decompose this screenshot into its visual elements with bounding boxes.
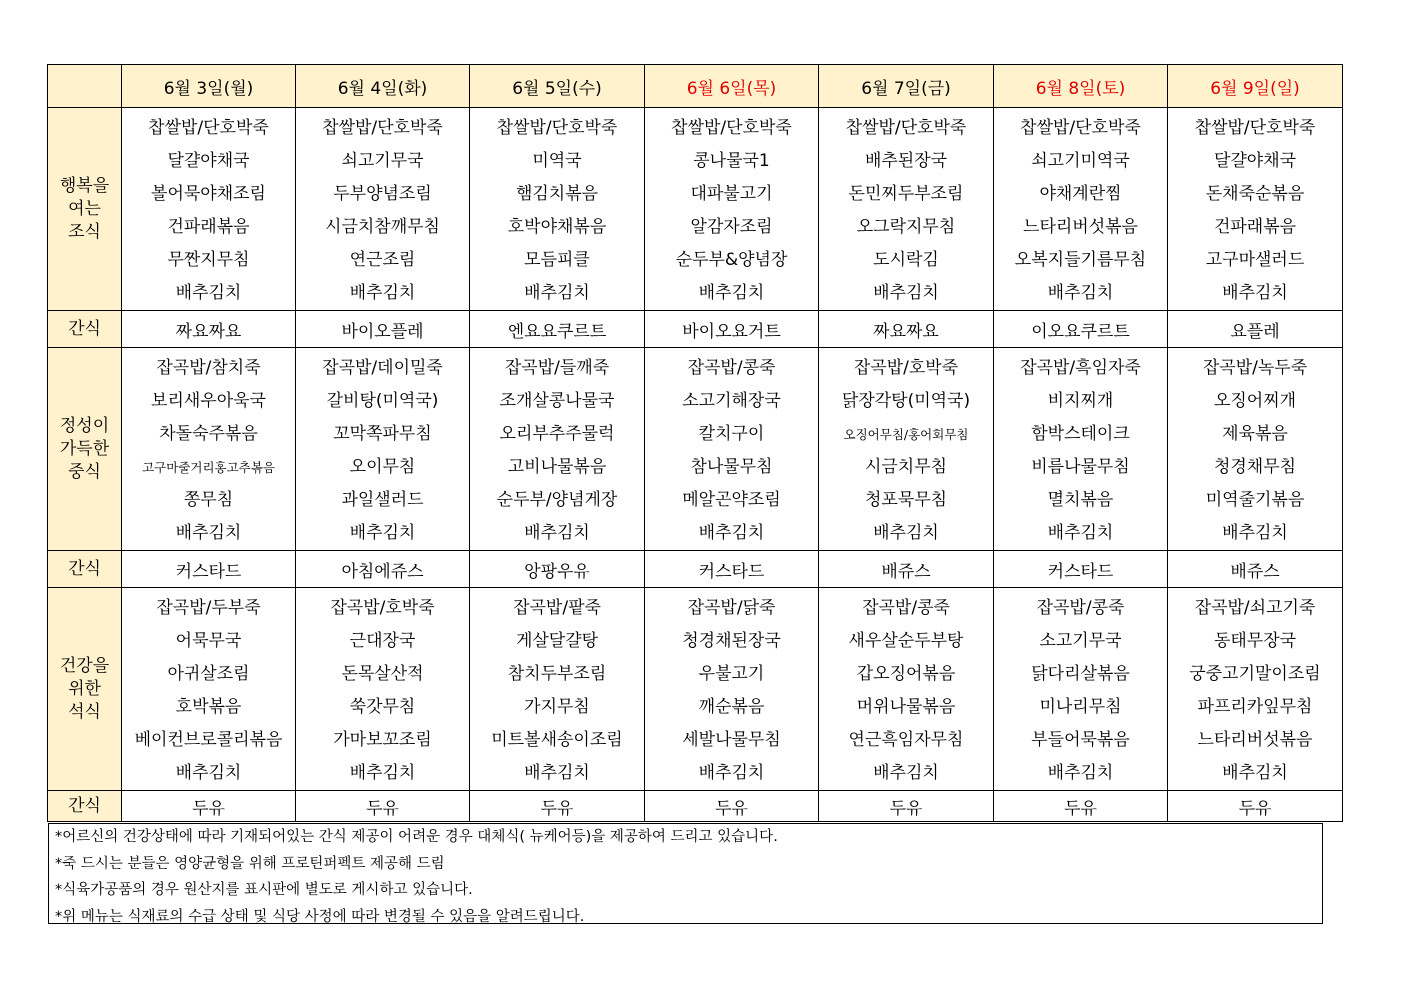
menu-item: 비지찌개 bbox=[1047, 391, 1114, 411]
menu-item: 고구마샐러드 bbox=[1205, 250, 1305, 270]
menu-item: 미역줄기볶음 bbox=[1205, 490, 1305, 510]
menu-item: 배추김치 bbox=[1222, 763, 1288, 783]
menu-item: 배추김치 bbox=[349, 523, 416, 543]
label-line: 행복을 bbox=[59, 175, 110, 196]
menu-item: 오리부추주물럭 bbox=[499, 424, 615, 444]
snack-cell: 짜요짜요 bbox=[819, 311, 994, 348]
menu-item: 배추김치 bbox=[1047, 763, 1114, 783]
menu-item: 동태무장국 bbox=[1213, 631, 1297, 651]
snack-row bbox=[48, 791, 1343, 822]
menu-item: 파프리카잎무침 bbox=[1197, 697, 1313, 717]
menu-item: 햄김치볶음 bbox=[515, 184, 599, 204]
label-line: 석식 bbox=[68, 701, 101, 722]
menu-item: 돈채죽순볶음 bbox=[1205, 184, 1305, 204]
menu-item: 새우살순두부탕 bbox=[848, 631, 964, 651]
menu-item: 호박야채볶음 bbox=[507, 217, 607, 237]
menu-item: 찹쌀밥/단호박죽 bbox=[148, 118, 269, 138]
menu-item: 배추된장국 bbox=[864, 151, 948, 171]
snack-label: 간식 bbox=[48, 791, 122, 822]
dinner-cell bbox=[994, 588, 1168, 791]
snack-cell: 배쥬스 bbox=[819, 551, 994, 588]
menu-item: 돈목살산적 bbox=[341, 664, 424, 684]
lunch-cell bbox=[994, 348, 1168, 551]
menu-item: 오복지들기름무침 bbox=[1014, 250, 1147, 270]
breakfast-cell bbox=[645, 108, 819, 311]
note-line: *죽 드시는 분들은 영양균형을 위해 프로틴퍼펙트 제공해 드림 bbox=[55, 855, 445, 872]
snack-cell: 앙팡우유 bbox=[470, 551, 645, 588]
snack-cell: 엔요요쿠르트 bbox=[470, 311, 645, 348]
snack-cell: 요플레 bbox=[1168, 311, 1343, 348]
menu-item: 가지무침 bbox=[524, 697, 590, 717]
snack-cell: 아침에쥬스 bbox=[296, 551, 470, 588]
lunch-cell bbox=[645, 348, 819, 551]
menu-item: 모듬피클 bbox=[524, 250, 590, 270]
lunch-cell bbox=[122, 348, 296, 551]
menu-item: 도시락김 bbox=[873, 250, 939, 270]
menu-item: 배추김치 bbox=[698, 523, 765, 543]
menu-item: 오그락지무침 bbox=[856, 217, 956, 237]
menu-item: 잡곡밥/콩죽 bbox=[687, 358, 776, 378]
menu-item: 꼬막쪽파무침 bbox=[333, 424, 432, 444]
day-header: 6월 9일(일) bbox=[1168, 65, 1343, 108]
menu-item: 건파래볶음 bbox=[167, 217, 250, 237]
menu-item: 잡곡밥/쇠고기죽 bbox=[1194, 598, 1316, 618]
menu-item: 대파불고기 bbox=[690, 184, 773, 204]
snack-cell: 두유 bbox=[645, 791, 819, 822]
breakfast-cell bbox=[1168, 108, 1343, 311]
snack-cell: 바이오요거트 bbox=[645, 311, 819, 348]
snack-row bbox=[48, 311, 1343, 348]
menu-item: 청경채무침 bbox=[1213, 457, 1297, 477]
menu-item: 배추김치 bbox=[873, 763, 939, 783]
menu-item: 잡곡밥/데이밀죽 bbox=[322, 358, 443, 378]
menu-item: 궁중고기말이조림 bbox=[1189, 664, 1321, 684]
dinner-label bbox=[48, 588, 122, 791]
menu-item: 배추김치 bbox=[873, 523, 939, 543]
menu-item: 미역국 bbox=[532, 151, 582, 171]
snack-cell: 이오요쿠르트 bbox=[994, 311, 1168, 348]
menu-item: 배추김치 bbox=[698, 763, 765, 783]
menu-item: 게살달걀탕 bbox=[515, 631, 599, 651]
dinner-cell bbox=[296, 588, 470, 791]
menu-item: 잡곡밥/두부죽 bbox=[156, 598, 261, 618]
menu-item: 시금치무침 bbox=[864, 457, 948, 477]
menu-item: 소고기해장국 bbox=[682, 391, 781, 411]
menu-item: 배추김치 bbox=[1047, 523, 1114, 543]
note-line: *위 메뉴는 식재료의 수급 상태 및 식당 사정에 따라 변경될 수 있음을 알려드립니다. bbox=[55, 908, 585, 925]
menu-item: 배추김치 bbox=[175, 523, 242, 543]
dinner-cell bbox=[122, 588, 296, 791]
menu-item: 찹쌀밥/단호박죽 bbox=[1020, 118, 1141, 138]
menu-item: 참치두부조림 bbox=[507, 664, 607, 684]
snack-label: 간식 bbox=[48, 551, 122, 588]
snack-cell: 짜요짜요 bbox=[122, 311, 296, 348]
menu-item: 비름나물무침 bbox=[1031, 457, 1130, 477]
day-header: 6월 7일(금) bbox=[819, 65, 994, 108]
menu-item: 달걀야채국 bbox=[1213, 151, 1297, 171]
menu-item: 볼어묵야채조림 bbox=[151, 184, 266, 204]
menu-item: 쫑무침 bbox=[183, 490, 234, 510]
breakfast-cell bbox=[470, 108, 645, 311]
menu-item: 연근흑임자무침 bbox=[848, 730, 964, 750]
menu-item: 잡곡밥/흑임자죽 bbox=[1020, 358, 1141, 378]
menu-item: 야채계란찜 bbox=[1039, 184, 1122, 204]
menu-item: 찹쌀밥/단호박죽 bbox=[671, 118, 792, 138]
label-line: 여는 bbox=[68, 198, 101, 219]
dinner-row bbox=[48, 588, 1343, 791]
menu-item: 머위나물볶음 bbox=[856, 697, 956, 717]
label-line: 가득한 bbox=[59, 438, 110, 459]
day-header: 6월 6일(목) bbox=[645, 65, 819, 108]
menu-item: 찹쌀밥/단호박죽 bbox=[496, 118, 618, 138]
menu-item: 오징어무침/홍어회무침 bbox=[843, 427, 969, 442]
day-header: 6월 4일(화) bbox=[296, 65, 470, 108]
menu-item: 베이컨브로콜리볶음 bbox=[134, 730, 283, 750]
breakfast-cell bbox=[994, 108, 1168, 311]
snack-cell: 커스타드 bbox=[645, 551, 819, 588]
notes-box bbox=[48, 823, 1323, 924]
menu-item: 호박볶음 bbox=[175, 697, 242, 717]
menu-item: 배추김치 bbox=[1222, 283, 1288, 303]
breakfast-cell bbox=[819, 108, 994, 311]
menu-item: 쇠고기미역국 bbox=[1031, 151, 1130, 171]
snack-cell: 커스타드 bbox=[122, 551, 296, 588]
menu-item: 두부양념조림 bbox=[333, 184, 432, 204]
label-line: 조식 bbox=[68, 221, 101, 242]
corner-cell bbox=[48, 65, 122, 108]
snack-cell: 두유 bbox=[470, 791, 645, 822]
menu-item: 연근조림 bbox=[349, 250, 416, 270]
breakfast-cell bbox=[296, 108, 470, 311]
breakfast-cell bbox=[122, 108, 296, 311]
menu-item: 닭다리살볶음 bbox=[1031, 664, 1130, 684]
menu-item: 오이무침 bbox=[349, 457, 416, 477]
menu-item: 갑오징어볶음 bbox=[856, 664, 956, 684]
menu-item: 찹쌀밥/단호박죽 bbox=[845, 118, 967, 138]
menu-item: 건파래볶음 bbox=[1213, 217, 1297, 237]
menu-item: 순두부&양념장 bbox=[675, 250, 788, 270]
menu-item: 가마보꼬조림 bbox=[333, 730, 432, 750]
menu-item: 잡곡밥/들깨죽 bbox=[504, 358, 610, 378]
menu-item: 세발나물무침 bbox=[682, 730, 781, 750]
menu-item: 부들어묵볶음 bbox=[1031, 730, 1130, 750]
menu-item: 배추김치 bbox=[349, 283, 416, 303]
menu-item: 참나물무침 bbox=[690, 457, 773, 477]
weekly-menu-table bbox=[47, 64, 1343, 822]
label-line: 건강을 bbox=[59, 655, 110, 676]
menu-item: 느타리버섯볶음 bbox=[1197, 730, 1313, 750]
menu-item: 청경채된장국 bbox=[682, 631, 781, 651]
label-line: 위한 bbox=[68, 678, 101, 699]
dinner-cell bbox=[470, 588, 645, 791]
lunch-cell bbox=[819, 348, 994, 551]
menu-item: 콩나물국1 bbox=[693, 151, 770, 171]
menu-item: 배추김치 bbox=[873, 283, 939, 303]
menu-item: 조개살콩나물국 bbox=[499, 391, 615, 411]
menu-item: 잡곡밥/콩죽 bbox=[862, 598, 950, 618]
menu-item: 과일샐러드 bbox=[341, 490, 424, 510]
menu-item: 어묵무국 bbox=[175, 631, 242, 651]
menu-item: 달걀야채국 bbox=[167, 151, 250, 171]
menu-item: 고구마줄거리홍고추볶음 bbox=[142, 460, 275, 475]
lunch-row bbox=[48, 348, 1343, 551]
menu-item: 찹쌀밥/단호박죽 bbox=[322, 118, 443, 138]
lunch-cell bbox=[470, 348, 645, 551]
snack-cell: 두유 bbox=[994, 791, 1168, 822]
menu-item: 고비나물볶음 bbox=[507, 457, 607, 477]
menu-item: 함박스테이크 bbox=[1031, 424, 1130, 444]
snack-label: 간식 bbox=[48, 311, 122, 348]
menu-item: 아귀살조림 bbox=[167, 664, 250, 684]
label-line: 중식 bbox=[68, 461, 101, 482]
day-header: 6월 8일(토) bbox=[994, 65, 1168, 108]
menu-item: 배추김치 bbox=[175, 283, 242, 303]
menu-item: 잡곡밥/참치죽 bbox=[156, 358, 261, 378]
header-row bbox=[48, 65, 1343, 108]
label-line: 정성이 bbox=[59, 415, 110, 436]
menu-item: 차돌숙주볶음 bbox=[159, 424, 258, 444]
menu-item: 잡곡밥/콩죽 bbox=[1036, 598, 1125, 618]
dinner-cell bbox=[645, 588, 819, 791]
menu-item: 소고기무국 bbox=[1039, 631, 1122, 651]
menu-item: 제육볶음 bbox=[1222, 424, 1288, 444]
menu-item: 쇠고기무국 bbox=[341, 151, 424, 171]
menu-item: 느타리버섯볶음 bbox=[1023, 217, 1138, 237]
menu-item: 우불고기 bbox=[698, 664, 765, 684]
note-line: *어르신의 건강상태에 따라 기재되어있는 간식 제공이 어려운 경우 대체식( 뉴케어등)을 제공하여 드리고 있습니다. bbox=[55, 829, 778, 845]
menu-item: 미나리무침 bbox=[1039, 697, 1122, 717]
menu-item: 잡곡밥/호박죽 bbox=[853, 358, 959, 378]
snack-cell: 두유 bbox=[122, 791, 296, 822]
menu-item: 깨순볶음 bbox=[698, 697, 765, 717]
snack-cell: 커스타드 bbox=[994, 551, 1168, 588]
dinner-cell bbox=[1168, 588, 1343, 791]
snack-cell: 두유 bbox=[819, 791, 994, 822]
menu-item: 메알곤약조림 bbox=[682, 490, 781, 510]
menu-item: 알감자조림 bbox=[690, 217, 773, 237]
snack-cell: 바이오플레 bbox=[296, 311, 470, 348]
lunch-cell bbox=[1168, 348, 1343, 551]
menu-item: 돈민찌두부조림 bbox=[848, 184, 964, 204]
snack-row bbox=[48, 551, 1343, 588]
menu-item: 배추김치 bbox=[175, 763, 242, 783]
menu-item: 잡곡밥/닭죽 bbox=[687, 598, 776, 618]
menu-item: 무짠지무침 bbox=[167, 250, 250, 270]
menu-item: 시금치참깨무침 bbox=[325, 217, 440, 237]
menu-item: 잡곡밥/녹두죽 bbox=[1202, 358, 1308, 378]
menu-item: 청포묵무침 bbox=[864, 490, 948, 510]
lunch-label bbox=[48, 348, 122, 551]
menu-item: 보리새우아욱국 bbox=[151, 391, 266, 411]
menu-item: 잡곡밥/호박죽 bbox=[330, 598, 435, 618]
menu-item: 배추김치 bbox=[1047, 283, 1114, 303]
menu-item: 오징어찌개 bbox=[1213, 391, 1297, 411]
menu-item: 배추김치 bbox=[524, 523, 590, 543]
menu-item: 미트볼새송이조림 bbox=[491, 730, 623, 750]
menu-item: 배추김치 bbox=[1222, 523, 1288, 543]
lunch-cell bbox=[296, 348, 470, 551]
menu-item: 멸치볶음 bbox=[1047, 490, 1114, 510]
day-header: 6월 3일(월) bbox=[122, 65, 296, 108]
menu-item: 잡곡밥/팥죽 bbox=[513, 598, 601, 618]
snack-cell: 두유 bbox=[296, 791, 470, 822]
breakfast-row bbox=[48, 108, 1343, 311]
day-header: 6월 5일(수) bbox=[470, 65, 645, 108]
menu-item: 순두부/양념게장 bbox=[496, 490, 618, 510]
menu-item: 배추김치 bbox=[349, 763, 416, 783]
menu-item: 배추김치 bbox=[524, 763, 590, 783]
menu-item: 갈비탕(미역국) bbox=[326, 391, 439, 411]
menu-item: 쑥갓무침 bbox=[349, 697, 416, 717]
menu-item: 닭장각탕(미역국) bbox=[841, 391, 971, 411]
breakfast-label bbox=[48, 108, 122, 311]
menu-item: 배추김치 bbox=[698, 283, 765, 303]
menu-item: 근대장국 bbox=[349, 631, 416, 651]
menu-item: 배추김치 bbox=[524, 283, 590, 303]
snack-cell: 배쥬스 bbox=[1168, 551, 1343, 588]
dinner-cell bbox=[819, 588, 994, 791]
snack-cell: 두유 bbox=[1168, 791, 1343, 822]
menu-item: 칼치구이 bbox=[698, 424, 765, 444]
note-line: *식육가공품의 경우 원산지를 표시판에 별도로 게시하고 있습니다. bbox=[55, 882, 473, 898]
menu-item: 찹쌀밥/단호박죽 bbox=[1194, 118, 1316, 138]
